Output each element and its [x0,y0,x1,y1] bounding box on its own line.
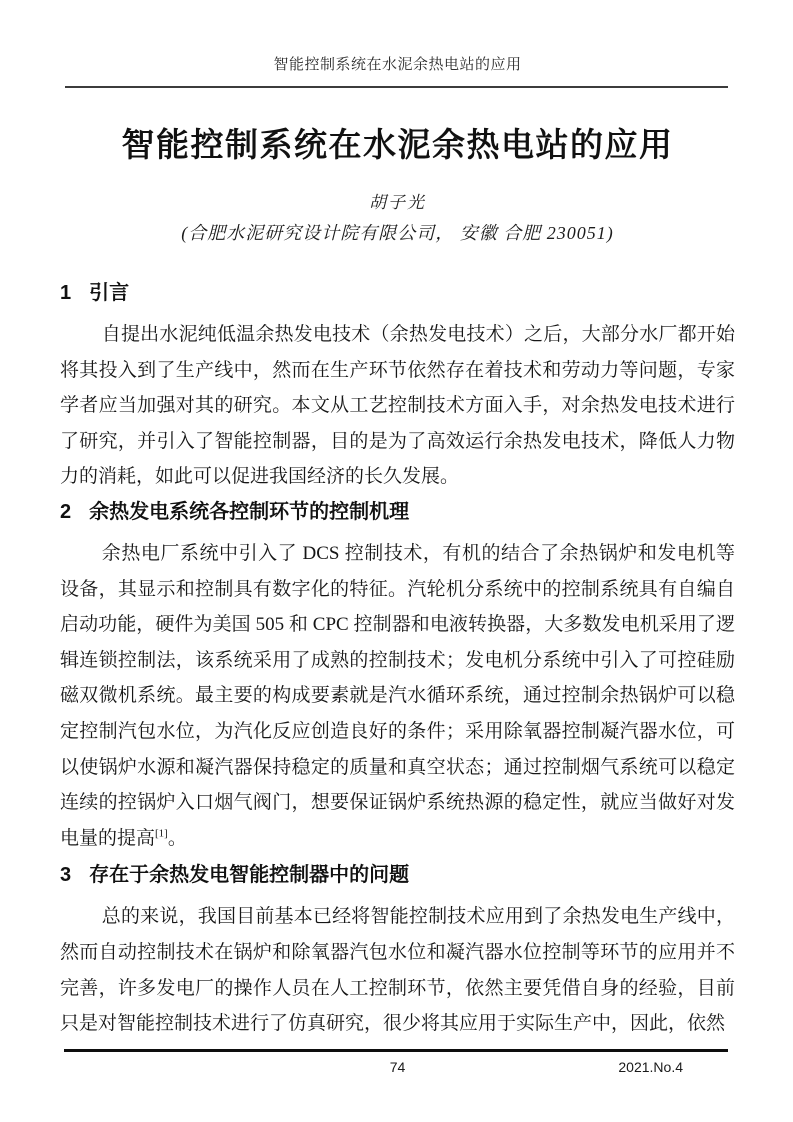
footer-row [60,1058,735,1076]
section-3-heading [60,864,735,886]
header-rule [65,86,728,88]
footer-rule [64,1049,728,1052]
section-2-paragraph-text: 余热电厂系统中引入了 DCS 控制技术，有机的结合了余热锅炉和发电机等设备，其显示和控制具有数字化的特征。汽轮机分系统中的控制系统具有自编自启动功能，硬件为美国 505 和 CPC 控制器和电液转换器，大多数发电机采用了逻辑连锁控制法，该系统采用了成熟的控制技术；发电机分系统中引入了可控硅励磁双微机系统。最主要的构成要素就是汽水循环系统，通过控制余热锅炉可以稳定控制汽包水位，为汽化反应创造良好的条件；采用除氧器控制凝汽器水位，可以使锅炉水源和凝汽器保持稳定的质量和真空状态；通过控制烟气系统可以稳定连续的控锅炉入口烟气阀门，想要保证锅炉系统热源的稳定性，就应当做好对发电量的提高 [60,542,735,849]
section-3-paragraph: 总的来说，我国目前基本已经将智能控制技术应用到了余热发电生产线中，然而自动控制技术在锅炉和除氧器汽包水位和凝汽器水位控制等环节的应用并不完善，许多发电厂的操作人员在人工控制环节，依然主要凭借自身的经验，目前只是对智能控制技术进行了仿真研究，很少将其应用于实际生产中，因此，依然 [60,906,735,1035]
section-1-number: 1 [60,282,72,304]
section-introduction [60,282,735,495]
section-2-title: 余热发电系统各控制环节的控制机理 [89,500,410,523]
running-header-title: 智能控制系统在水泥余热电站的应用 [273,57,522,73]
article-title: 智能控制系统在水泥余热电站的应用 [121,126,674,163]
section-2-paragraph [60,536,735,856]
running-header [60,55,735,88]
section-3-title: 存在于余热发电智能控制器中的问题 [89,864,410,887]
section-2-paragraph-end: 。 [167,827,187,849]
section-3-number: 3 [60,864,72,887]
author-name: 胡子光 [369,193,426,212]
section-1-paragraph: 自提出水泥纯低温余热发电技术（余热发电技术）之后，大部分水厂都开始将其投入到了生产线中，然而在生产环节依然存在着技术和劳动力等问题，专家学者应当加强对其的研究。本文从工艺控制技术方面入手，对余热发电技术进行了研究，并引入了智能控制器，目的是为了高效运行余热发电技术，降低人力物力的消耗，如此可以促进我国经济的长久发展。 [60,324,735,488]
issue-number: 2021.No.4 [618,1059,683,1075]
author-affiliation: (合肥水泥研究设计院有限公司， 安徽 合肥 230051) [181,223,614,243]
section-problems [60,864,735,1041]
section-1-title: 引言 [89,282,130,304]
citation-reference: [1] [155,827,168,840]
section-1-heading [60,282,735,304]
section-2-heading [60,501,735,523]
page-number: 74 [389,1059,406,1075]
section-control-mechanism [60,501,735,856]
section-2-number: 2 [60,500,72,523]
page-footer [60,1049,735,1076]
